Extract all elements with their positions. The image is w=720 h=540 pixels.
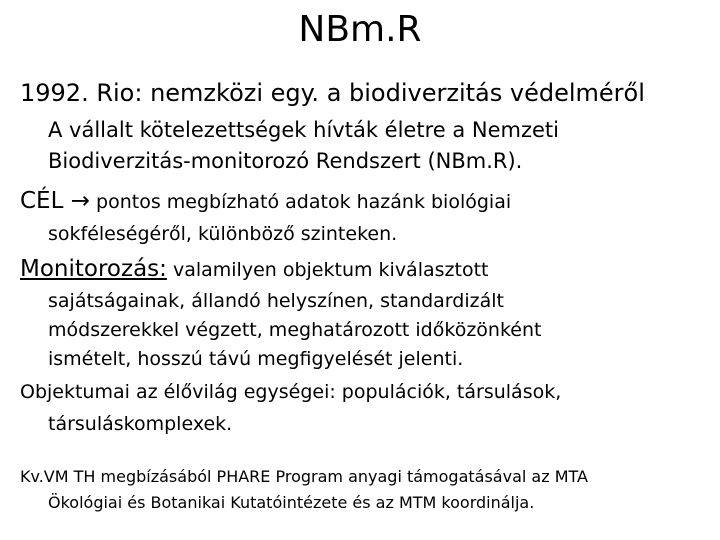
commitments-line: A vállalt kötelezettségek hívták életre a Nemzeti — [48, 118, 559, 142]
commitments-line-cont: Biodiverzitás-monitorozó Rendszert (NBm.R). — [48, 149, 523, 173]
monitoring-text: valamilyen objektum kiválasztott — [166, 259, 489, 281]
slide-title: NBm.R — [298, 9, 422, 50]
goal-line — [20, 187, 511, 216]
footer-line-2: Ökológiai és Botanikai Kutatóintézete és az MTM koordinálja. — [48, 493, 535, 512]
monitoring-line-cont-1: sajátságainak, állandó helyszínen, standardizált — [48, 290, 504, 312]
rio-1992-line: 1992. Rio: nemzközi egy. a biodiverzitás védelméről — [20, 79, 645, 107]
goal-label: CÉL → — [20, 188, 90, 214]
goal-text: pontos megbízható adatok hazánk biológiai — [90, 191, 512, 213]
footer-line-1: Kv.VM TH megbízásából PHARE Program anyagi támogatásával az MTA — [20, 467, 588, 486]
objects-line-cont: társuláskomplexek. — [48, 413, 233, 435]
monitoring-line-cont-3: ismételt, hosszú távú megfigyelését jelenti. — [48, 348, 464, 370]
monitoring-label: Monitorozás: — [20, 256, 167, 282]
goal-line-cont: sokféleségéről, különböző szinteken. — [48, 223, 398, 245]
monitoring-line-cont-2: módszerekkel végzett, meghatározott időközönként — [48, 319, 542, 341]
objects-line: Objektumai az élővilág egységei: populációk, társulások, — [20, 381, 562, 403]
monitoring-line — [20, 255, 488, 284]
